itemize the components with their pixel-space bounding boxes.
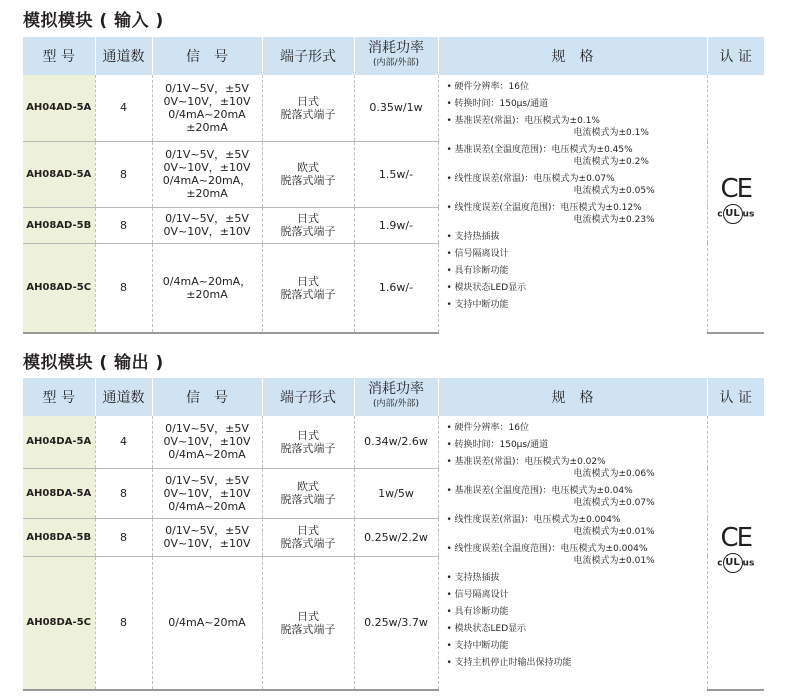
model-cell: AH08DA-5C [23,556,95,690]
model-cell: AH04DA-5A [23,416,95,468]
spec-item: • 线性度误差(全温度范围)：电压模式为±0.004% [446,544,648,554]
spec-item: • 信号隔离设计 [446,590,509,600]
signal-cell [152,416,262,468]
channels-cell: 8 [95,207,152,243]
signal-cell [152,141,262,207]
signal-cell [152,468,262,518]
header-power-sub: (内部/外部) [372,399,420,409]
terminal-line: 欧式 [297,480,319,493]
terminal-cell [262,556,354,690]
model-cell: AH04AD-5A [23,75,95,141]
terminal-line: 脱落式端子 [280,493,336,506]
spec-list-cell [438,75,707,333]
spec-item: • 基准误差(全温度范围)：电压模式为±0.04% [446,486,633,496]
signal-line: ±20mA [186,287,228,301]
channels-cell: 8 [95,141,152,207]
terminal-line: 脱落式端子 [280,287,336,301]
terminal-cell [262,468,354,518]
signal-line: 0/1V~5V，±5V [165,81,249,95]
model-cell: AH08DA-5A [23,468,95,518]
signal-cell [152,75,262,141]
power-cell: 1.6w/- [354,243,438,333]
header-power [354,37,438,75]
signal-line: 0V~10V，±10V [163,161,251,174]
signal-line: 0V~10V，±10V [163,435,251,449]
power-cell: 0.35w/1w [354,75,438,141]
channels-cell: 4 [95,75,152,141]
signal-line: 0/4mA~20mA [168,616,246,630]
spec-item: • 支持中断功能 [446,300,509,310]
spec-item: • 具有诊断功能 [446,266,509,276]
ce-mark-icon: CE [720,174,752,204]
terminal-line: 脱落式端子 [280,174,336,187]
signal-line: 0/1V~5V，±5V [165,524,249,537]
spec-item: • 线性度误差(全温度范围)：电压模式为±0.12% [446,203,642,213]
header-model: 型 号 [23,37,95,75]
spec-item: • 转换时间：150µs/通道 [446,440,549,450]
spec-item: • 基准误差(常温)：电压模式为±0.1% [446,116,600,126]
terminal-line: 脱落式端子 [280,225,336,238]
terminal-cell [262,75,354,141]
signal-line: 0V~10V，±10V [163,486,251,500]
terminal-line: 日式 [297,94,319,108]
spec-item-line2: 电流模式为±0.2% [573,157,649,167]
terminal-line: 脱落式端子 [280,622,336,636]
terminal-line: 日式 [297,428,319,442]
ul-listed-icon: c UL us [717,553,754,573]
header-power-sub: (内部/外部) [372,58,420,68]
model-cell: AH08DA-5B [23,518,95,556]
signal-line: 0/4mA~20mA [168,107,246,121]
channels-cell: 8 [95,243,152,333]
terminal-line: 脱落式端子 [280,537,336,550]
signal-line: 0/4mA~20mA [168,499,246,513]
power-cell: 1w/5w [354,468,438,518]
input-section-title: 模拟模块 ( 输入 ) [23,11,164,31]
signal-line: 0/1V~5V，±5V [165,473,249,487]
power-cell: 1.9w/- [354,207,438,243]
model-cell: AH08AD-5B [23,207,95,243]
power-cell: 0.25w/2.2w [354,518,438,556]
header-spec: 规 格 [438,37,707,75]
power-cell: 1.5w/- [354,141,438,207]
power-cell: 0.25w/3.7w [354,556,438,690]
spec-item: • 硬件分辨率：16位 [446,82,529,92]
header-model: 型 号 [23,378,95,416]
spec-item: • 基准误差(常温)：电压模式为±0.02% [446,457,606,467]
table-row [23,75,764,141]
signal-line: 0/1V~5V，±5V [165,212,249,225]
spec-item-line2: 电流模式为±0.06% [573,469,655,479]
channels-cell: 8 [95,468,152,518]
signal-line: 0/4mA~20mA， [162,174,252,187]
cert-cell [707,75,764,333]
spec-item: • 信号隔离设计 [446,249,509,259]
signal-line: 0/1V~5V，±5V [165,148,249,161]
signal-line: 0/4mA~20mA， [162,274,252,288]
output-spec-table [23,378,764,691]
header-power [354,378,438,416]
header-power-label: 消耗功率 [368,381,424,397]
channels-cell: 4 [95,416,152,468]
terminal-line: 日式 [297,524,319,537]
spec-item: • 转换时间：150µs/通道 [446,99,549,109]
signal-line: ±20mA [186,120,228,134]
spec-item-line2: 电流模式为±0.07% [573,498,655,508]
power-cell: 0.34w/2.6w [354,416,438,468]
header-cert: 认 证 [707,37,764,75]
header-power-label: 消耗功率 [368,40,424,56]
signal-line: 0V~10V，±10V [163,94,251,108]
terminal-line: 日式 [297,274,319,288]
signal-line: 0/4mA~20mA [168,448,246,462]
ce-mark-icon: CE [720,523,752,553]
input-header-row [23,37,764,75]
spec-list-cell [438,416,707,690]
terminal-cell [262,207,354,243]
spec-item-line2: 电流模式为±0.23% [573,215,655,225]
signal-line: 0V~10V，±10V [163,225,251,238]
header-channels: 通道数 [95,37,152,75]
signal-line: 0/1V~5V，±5V [165,422,249,436]
channels-cell: 8 [95,518,152,556]
spec-item-line2: 电流模式为±0.01% [573,556,655,566]
input-spec-table [23,37,764,334]
signal-line: ±20mA [186,187,228,200]
spec-item: • 支持中断功能 [446,641,509,651]
spec-item: • 模块状态LED显示 [446,624,527,634]
header-terminal: 端子形式 [262,378,354,416]
signal-line: 0V~10V，±10V [163,537,251,550]
header-signal: 信 号 [152,37,262,75]
spec-item: • 支持主机停止时输出保持功能 [446,658,572,668]
spec-item-line2: 电流模式为±0.05% [573,186,655,196]
terminal-line: 日式 [297,212,319,225]
spec-item: • 基准误差(全温度范围)：电压模式为±0.45% [446,145,633,155]
output-section-title: 模拟模块 ( 输出 ) [23,353,164,373]
model-cell: AH08AD-5C [23,243,95,333]
spec-item-line2: 电流模式为±0.1% [573,128,649,138]
terminal-cell [262,518,354,556]
header-signal: 信 号 [152,378,262,416]
spec-item: • 硬件分辨率：16位 [446,423,529,433]
terminal-line: 脱落式端子 [280,441,336,455]
header-spec: 规 格 [438,378,707,416]
cert-cell [707,416,764,690]
terminal-line: 脱落式端子 [280,107,336,121]
terminal-cell [262,243,354,333]
terminal-line: 欧式 [297,161,319,174]
spec-item: • 线性度误差(常温)：电压模式为±0.004% [446,515,621,525]
signal-cell [152,556,262,690]
spec-item: • 线性度误差(常温)：电压模式为±0.07% [446,174,615,184]
table-row [23,416,764,468]
signal-cell [152,207,262,243]
spec-item: • 模块状态LED显示 [446,283,527,293]
ul-listed-icon: c UL us [717,204,754,224]
terminal-cell [262,141,354,207]
terminal-cell [262,416,354,468]
model-cell: AH08AD-5A [23,141,95,207]
header-cert: 认 证 [707,378,764,416]
spec-item: • 支持热插拔 [446,573,500,583]
spec-item: • 具有诊断功能 [446,607,509,617]
signal-cell [152,243,262,333]
spec-item-line2: 电流模式为±0.01% [573,527,655,537]
header-channels: 通道数 [95,378,152,416]
output-header-row [23,378,764,416]
signal-cell [152,518,262,556]
channels-cell: 8 [95,556,152,690]
terminal-line: 日式 [297,609,319,623]
spec-item: • 支持热插拔 [446,232,500,242]
header-terminal: 端子形式 [262,37,354,75]
